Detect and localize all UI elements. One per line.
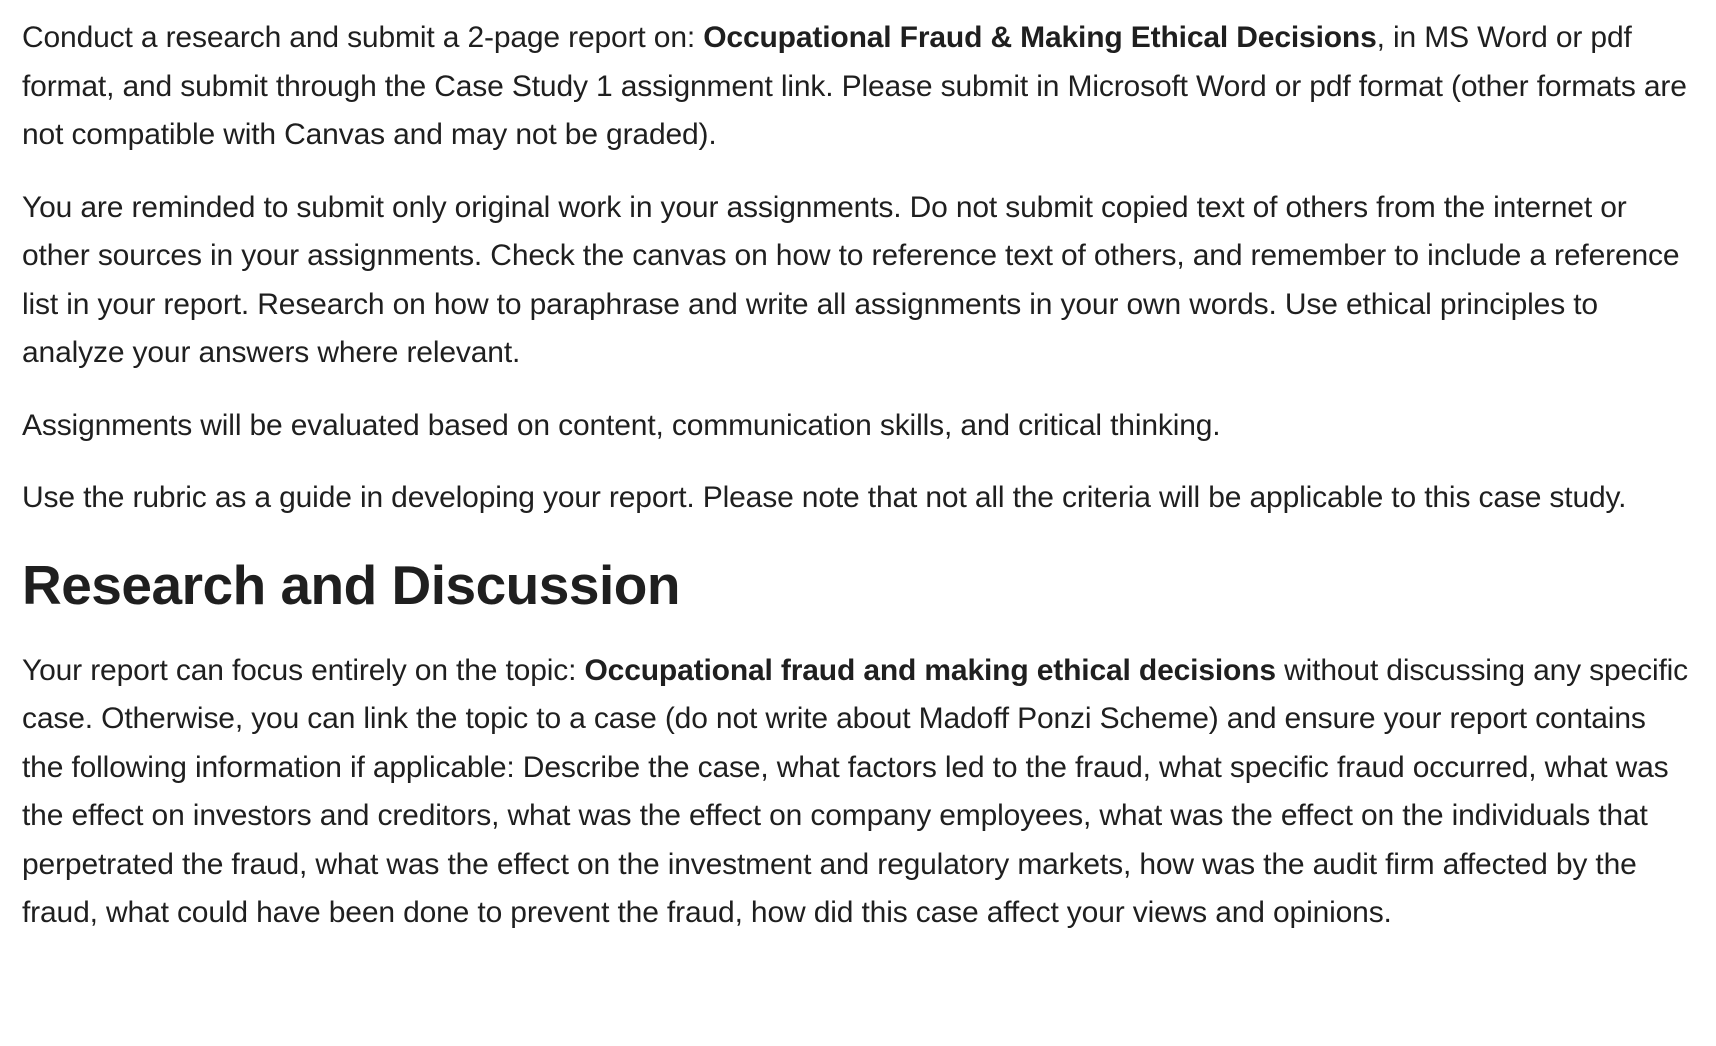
focus-text-start: Your report can focus entirely on the topic: xyxy=(22,653,585,687)
submission-text-start: Conduct a research and submit a 2-page report on: xyxy=(22,21,704,54)
intro-paragraph-evaluation: Assignments will be evaluated based on content, communication skills, and critical thinking. xyxy=(22,408,1221,442)
submission-text-end: , in MS Word or pdf format, and submit through the Case Study 1 assignment link. Please submit in Microsoft Word or pdf format (other formats are not compatible with Canvas and may not be graded). xyxy=(22,21,1687,151)
focus-topic-bold: Occupational fraud and making ethical decisions xyxy=(584,653,1276,687)
intro-paragraph-originality: You are reminded to submit only original work in your assignments. Do not submit copied text of others from the internet or other sources in your assignments. Check the canvas on how to reference text of others, and remember to include a reference list in your report. Research on how to paraphrase and write all assignments in your own words. Use ethical principles to analyze your answers where relevant. xyxy=(22,190,1680,369)
section-paragraph-report-focus xyxy=(22,647,1694,938)
focus-text-end: without discussing any specific case. Otherwise, you can link the topic to a case (do not write about Madoff Ponzi Scheme) and ensure your report contains the following information if applicable: Describe the case, what factors led to the fraud, what specific fraud occurred, what was the effect on investors and creditors, what was the effect on company employees, what was the effect on the individuals that perpetrated the fraud, what was the effect on the investment and regulatory markets, how was the audit firm affected by the fraud, what could have been done to prevent the fraud, how did this case affect your views and opinions. xyxy=(22,653,1689,929)
section-heading: Research and Discussion xyxy=(22,553,680,616)
intro-paragraph-submission xyxy=(22,14,1694,160)
report-topic-bold: Occupational Fraud & Making Ethical Decisions xyxy=(703,21,1377,54)
intro-paragraph-rubric: Use the rubric as a guide in developing your report. Please note that not all the criteria will be applicable to this case study. xyxy=(22,481,1627,514)
